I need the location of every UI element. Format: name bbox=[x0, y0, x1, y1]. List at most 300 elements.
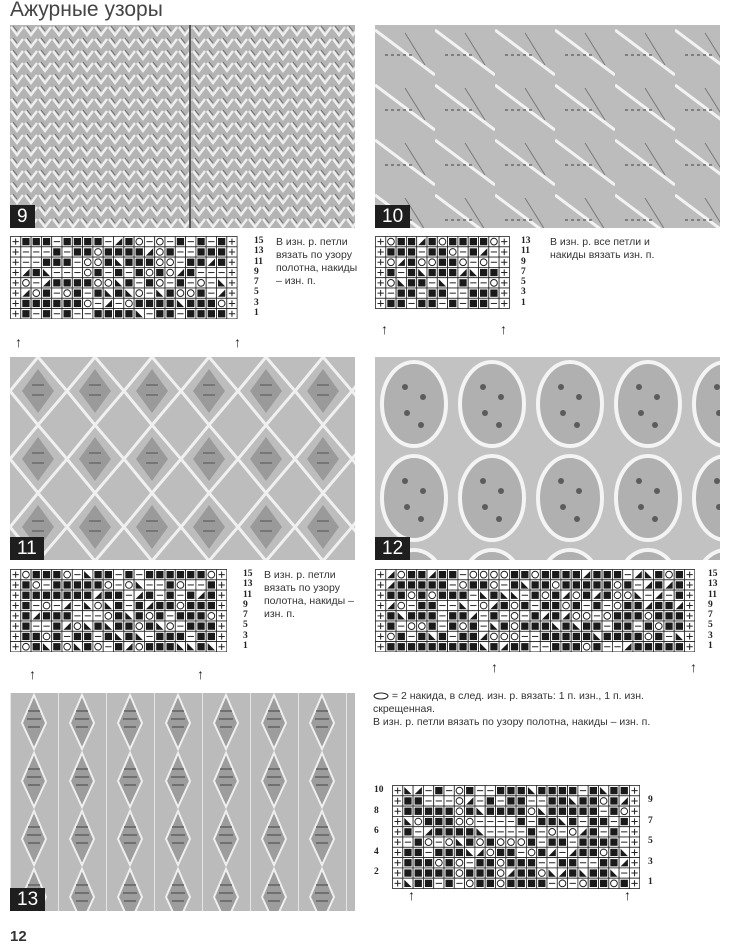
edge-stitch-cell bbox=[227, 288, 237, 298]
edge-stitch-cell bbox=[11, 590, 21, 600]
knit-stitch-cell bbox=[103, 570, 113, 580]
decrease-cell bbox=[465, 796, 475, 806]
knit-stitch-cell bbox=[537, 816, 547, 826]
knit-stitch-cell bbox=[31, 267, 41, 277]
purl-stitch-cell bbox=[489, 257, 499, 267]
knit-stitch-cell bbox=[568, 858, 578, 868]
page-title: Ажурные узоры bbox=[10, 0, 163, 21]
yarn-over-cell bbox=[386, 278, 396, 288]
knit-stitch-cell bbox=[609, 837, 619, 847]
knit-stitch-cell bbox=[664, 611, 674, 621]
knit-stitch-cell bbox=[599, 858, 609, 868]
yarn-over-cell bbox=[551, 580, 561, 590]
knit-stitch-cell bbox=[578, 796, 588, 806]
decrease-cell bbox=[479, 590, 489, 600]
pattern-number: 9 bbox=[10, 205, 35, 228]
row-number: 5 bbox=[254, 287, 259, 298]
knit-stitch-cell bbox=[175, 611, 185, 621]
decrease-cell bbox=[526, 786, 536, 796]
knit-stitch-cell bbox=[144, 298, 154, 308]
edge-stitch-cell bbox=[499, 278, 509, 288]
knit-stitch-cell bbox=[588, 878, 598, 888]
yarn-over-cell bbox=[134, 642, 144, 652]
yarn-over-cell bbox=[155, 247, 165, 257]
edge-stitch-cell bbox=[11, 570, 21, 580]
decrease-cell bbox=[186, 642, 196, 652]
knit-stitch-cell bbox=[609, 796, 619, 806]
knit-stitch-cell bbox=[114, 600, 124, 610]
row-number: 1 bbox=[521, 297, 526, 308]
knit-stitch-cell bbox=[124, 621, 134, 631]
knit-stitch-cell bbox=[623, 600, 633, 610]
knit-stitch-cell bbox=[155, 298, 165, 308]
knit-stitch-cell bbox=[516, 868, 526, 878]
edge-stitch-cell bbox=[499, 237, 509, 247]
knit-stitch-cell bbox=[578, 837, 588, 847]
chart-grid bbox=[392, 785, 640, 889]
knit-stitch-cell bbox=[114, 621, 124, 631]
purl-stitch-cell bbox=[619, 868, 629, 878]
edge-stitch-cell bbox=[376, 570, 386, 580]
edge-stitch-cell bbox=[685, 621, 695, 631]
decrease-cell bbox=[114, 257, 124, 267]
yarn-over-cell bbox=[72, 621, 82, 631]
edge-stitch-cell bbox=[393, 868, 403, 878]
knit-stitch-cell bbox=[458, 278, 468, 288]
knit-stitch-cell bbox=[52, 247, 62, 257]
purl-stitch-cell bbox=[458, 570, 468, 580]
decrease-cell bbox=[623, 642, 633, 652]
row-number: 5 bbox=[708, 620, 713, 631]
yarn-over-cell bbox=[561, 600, 571, 610]
yarn-over-cell bbox=[427, 257, 437, 267]
yarn-over-cell bbox=[454, 816, 464, 826]
edge-stitch-cell bbox=[629, 847, 639, 857]
knit-stitch-cell bbox=[654, 600, 664, 610]
decrease-cell bbox=[103, 298, 113, 308]
decrease-cell bbox=[83, 600, 93, 610]
decrease-cell bbox=[475, 827, 485, 837]
edge-stitch-cell bbox=[217, 590, 227, 600]
yarn-over-cell bbox=[454, 806, 464, 816]
yarn-over-cell bbox=[537, 868, 547, 878]
yarn-over-cell bbox=[448, 247, 458, 257]
purl-stitch-cell bbox=[448, 631, 458, 641]
knit-stitch-cell bbox=[72, 278, 82, 288]
knit-stitch-cell bbox=[406, 247, 416, 257]
photo-pattern-9 bbox=[10, 25, 355, 228]
purl-stitch-cell bbox=[93, 611, 103, 621]
purl-stitch-cell bbox=[619, 827, 629, 837]
knit-stitch-cell bbox=[588, 806, 598, 816]
purl-stitch-cell bbox=[499, 611, 509, 621]
yarn-over-cell bbox=[62, 288, 72, 298]
knit-stitch-cell bbox=[588, 796, 598, 806]
row-number: 13 bbox=[243, 579, 253, 590]
knit-stitch-cell bbox=[144, 257, 154, 267]
yarn-over-cell bbox=[602, 611, 612, 621]
knit-stitch-cell bbox=[530, 590, 540, 600]
knit-stitch-cell bbox=[444, 806, 454, 816]
knit-stitch-cell bbox=[186, 570, 196, 580]
knit-stitch-cell bbox=[83, 580, 93, 590]
purl-stitch-cell bbox=[434, 878, 444, 888]
purl-stitch-cell bbox=[485, 816, 495, 826]
knit-stitch-cell bbox=[427, 267, 437, 277]
knit-stitch-cell bbox=[448, 267, 458, 277]
purl-stitch-cell bbox=[599, 806, 609, 816]
knit-stitch-cell bbox=[489, 267, 499, 277]
knit-stitch-cell bbox=[551, 600, 561, 610]
purl-stitch-cell bbox=[479, 611, 489, 621]
knit-stitch-cell bbox=[437, 570, 447, 580]
yarn-over-cell bbox=[582, 611, 592, 621]
purl-stitch-cell bbox=[619, 837, 629, 847]
purl-stitch-cell bbox=[520, 631, 530, 641]
purl-stitch-cell bbox=[52, 600, 62, 610]
knit-stitch-cell bbox=[571, 642, 581, 652]
knit-stitch-cell bbox=[588, 827, 598, 837]
row-numbers bbox=[521, 236, 531, 308]
decrease-cell bbox=[175, 642, 185, 652]
legend-double-yo: = 2 накида, в след. изн. р. вязать: 1 п. изн., 1 п. изн. скрещенная. bbox=[373, 690, 644, 715]
knit-stitch-cell bbox=[444, 847, 454, 857]
knit-stitch-cell bbox=[155, 600, 165, 610]
knit-stitch-cell bbox=[448, 611, 458, 621]
knit-stitch-cell bbox=[114, 288, 124, 298]
knit-stitch-cell bbox=[406, 611, 416, 621]
knit-stitch-cell bbox=[475, 878, 485, 888]
knit-stitch-cell bbox=[674, 590, 684, 600]
knit-stitch-cell bbox=[448, 642, 458, 652]
purl-stitch-cell bbox=[468, 278, 478, 288]
purl-stitch-cell bbox=[602, 621, 612, 631]
knit-stitch-cell bbox=[134, 600, 144, 610]
decrease-cell bbox=[175, 267, 185, 277]
decrease-cell bbox=[568, 796, 578, 806]
decrease-cell bbox=[124, 288, 134, 298]
knit-stitch-cell bbox=[468, 580, 478, 590]
knit-stitch-cell bbox=[465, 806, 475, 816]
edge-stitch-cell bbox=[393, 858, 403, 868]
knit-stitch-cell bbox=[41, 570, 51, 580]
knit-stitch-cell bbox=[186, 621, 196, 631]
row-numbers bbox=[254, 236, 264, 318]
knit-stitch-cell bbox=[561, 631, 571, 641]
purl-stitch-cell bbox=[557, 847, 567, 857]
purl-stitch-cell bbox=[526, 796, 536, 806]
row-number: 11 bbox=[521, 246, 530, 257]
knit-stitch-cell bbox=[206, 621, 216, 631]
edge-stitch-cell bbox=[376, 580, 386, 590]
yarn-over-cell bbox=[386, 237, 396, 247]
legend-wrong-side: В изн. р. петли вязать по узору полотна, накиды – изн. п. bbox=[373, 716, 651, 728]
knit-stitch-cell bbox=[547, 837, 557, 847]
purl-stitch-cell bbox=[537, 858, 547, 868]
row-number: 13 bbox=[521, 236, 531, 246]
knit-stitch-cell bbox=[623, 631, 633, 641]
knit-stitch-cell bbox=[423, 806, 433, 816]
knit-stitch-cell bbox=[468, 631, 478, 641]
knit-stitch-cell bbox=[417, 278, 427, 288]
knit-stitch-cell bbox=[186, 257, 196, 267]
row-number: 9 bbox=[648, 795, 653, 805]
edge-stitch-cell bbox=[685, 600, 695, 610]
decrease-cell bbox=[609, 868, 619, 878]
knit-stitch-cell bbox=[206, 600, 216, 610]
yarn-over-cell bbox=[489, 278, 499, 288]
knit-stitch-cell bbox=[396, 237, 406, 247]
purl-stitch-cell bbox=[93, 631, 103, 641]
purl-stitch-cell bbox=[165, 278, 175, 288]
yarn-over-cell bbox=[582, 642, 592, 652]
knit-stitch-cell bbox=[444, 827, 454, 837]
yarn-over-cell bbox=[664, 570, 674, 580]
knit-stitch-cell bbox=[582, 580, 592, 590]
knit-stitch-cell bbox=[186, 309, 196, 319]
purl-stitch-cell bbox=[475, 816, 485, 826]
arrow-up-icon: ↑ bbox=[624, 887, 631, 903]
yarn-over-cell bbox=[134, 288, 144, 298]
edge-stitch-cell bbox=[376, 267, 386, 277]
knit-stitch-cell bbox=[396, 288, 406, 298]
knit-stitch-cell bbox=[509, 642, 519, 652]
knit-stitch-cell bbox=[599, 878, 609, 888]
knit-stitch-cell bbox=[458, 237, 468, 247]
knit-stitch-cell bbox=[403, 827, 413, 837]
knit-stitch-cell bbox=[165, 288, 175, 298]
purl-stitch-cell bbox=[423, 786, 433, 796]
purl-stitch-cell bbox=[489, 247, 499, 257]
decrease-cell bbox=[537, 806, 547, 816]
yarn-over-cell bbox=[496, 878, 506, 888]
yarn-over-cell bbox=[175, 288, 185, 298]
knit-stitch-cell bbox=[83, 642, 93, 652]
knit-stitch-cell bbox=[62, 257, 72, 267]
knit-stitch-cell bbox=[386, 267, 396, 277]
purl-stitch-cell bbox=[103, 642, 113, 652]
knit-stitch-cell bbox=[196, 621, 206, 631]
purl-stitch-cell bbox=[437, 600, 447, 610]
knit-stitch-cell bbox=[557, 837, 567, 847]
yarn-over-cell bbox=[124, 298, 134, 308]
knit-stitch-cell bbox=[530, 580, 540, 590]
row-number: 3 bbox=[243, 630, 248, 641]
knit-stitch-cell bbox=[489, 642, 499, 652]
purl-stitch-cell bbox=[134, 570, 144, 580]
yarn-over-cell bbox=[578, 878, 588, 888]
knit-texture-13 bbox=[10, 693, 355, 911]
knit-stitch-cell bbox=[427, 298, 437, 308]
edge-stitch-cell bbox=[685, 631, 695, 641]
yarn-over-cell bbox=[516, 837, 526, 847]
purl-stitch-cell bbox=[578, 786, 588, 796]
yarn-over-cell bbox=[496, 868, 506, 878]
knit-stitch-cell bbox=[52, 580, 62, 590]
knit-stitch-cell bbox=[165, 309, 175, 319]
yarn-over-cell bbox=[458, 621, 468, 631]
knit-stitch-cell bbox=[21, 631, 31, 641]
knit-stitch-cell bbox=[196, 247, 206, 257]
photo-pattern-13 bbox=[10, 693, 355, 911]
row-number: 1 bbox=[243, 641, 248, 652]
purl-stitch-cell bbox=[165, 611, 175, 621]
knit-stitch-cell bbox=[396, 642, 406, 652]
knit-stitch-cell bbox=[551, 631, 561, 641]
yarn-over-cell bbox=[175, 600, 185, 610]
knit-stitch-cell bbox=[52, 621, 62, 631]
decrease-cell bbox=[582, 570, 592, 580]
knit-stitch-cell bbox=[406, 267, 416, 277]
edge-stitch-cell bbox=[685, 590, 695, 600]
decrease-cell bbox=[175, 298, 185, 308]
purl-stitch-cell bbox=[537, 796, 547, 806]
yarn-over-cell bbox=[386, 257, 396, 267]
knit-stitch-cell bbox=[52, 298, 62, 308]
decrease-cell bbox=[509, 590, 519, 600]
pattern-note: В изн. р. все петли и накиды вязать изн. п. bbox=[550, 236, 655, 261]
photo-pattern-11 bbox=[10, 357, 355, 560]
row-number: 15 bbox=[243, 569, 253, 579]
knit-stitch-cell bbox=[134, 267, 144, 277]
knit-stitch-cell bbox=[506, 796, 516, 806]
knit-stitch-cell bbox=[468, 298, 478, 308]
knit-stitch-cell bbox=[496, 847, 506, 857]
edge-stitch-cell bbox=[629, 796, 639, 806]
knit-stitch-cell bbox=[134, 611, 144, 621]
decrease-cell bbox=[633, 590, 643, 600]
yarn-over-cell bbox=[479, 570, 489, 580]
knit-stitch-cell bbox=[144, 590, 154, 600]
knit-stitch-cell bbox=[72, 298, 82, 308]
purl-stitch-cell bbox=[62, 247, 72, 257]
decrease-cell bbox=[21, 267, 31, 277]
knit-stitch-cell bbox=[21, 309, 31, 319]
knit-stitch-cell bbox=[52, 590, 62, 600]
decrease-cell bbox=[465, 847, 475, 857]
purl-stitch-cell bbox=[31, 309, 41, 319]
purl-stitch-cell bbox=[62, 631, 72, 641]
knit-stitch-cell bbox=[83, 247, 93, 257]
purl-stitch-cell bbox=[196, 267, 206, 277]
knit-stitch-cell bbox=[21, 237, 31, 247]
row-number: 1 bbox=[708, 641, 713, 652]
knit-stitch-cell bbox=[479, 267, 489, 277]
knit-stitch-cell bbox=[386, 621, 396, 631]
purl-stitch-cell bbox=[206, 267, 216, 277]
chart-pattern-13 bbox=[392, 785, 640, 889]
knit-stitch-cell bbox=[568, 806, 578, 816]
decrease-cell bbox=[124, 611, 134, 621]
arrow-up-icon: ↑ bbox=[500, 321, 507, 337]
purl-stitch-cell bbox=[83, 288, 93, 298]
knit-stitch-cell bbox=[417, 600, 427, 610]
knit-stitch-cell bbox=[458, 642, 468, 652]
knit-stitch-cell bbox=[186, 611, 196, 621]
purl-stitch-cell bbox=[21, 247, 31, 257]
purl-stitch-cell bbox=[52, 267, 62, 277]
yarn-over-cell bbox=[155, 257, 165, 267]
decrease-cell bbox=[41, 642, 51, 652]
decrease-cell bbox=[206, 257, 216, 267]
purl-stitch-cell bbox=[547, 878, 557, 888]
knit-stitch-cell bbox=[437, 631, 447, 641]
edge-stitch-cell bbox=[11, 631, 21, 641]
yarn-over-cell bbox=[134, 621, 144, 631]
purl-stitch-cell bbox=[114, 580, 124, 590]
decrease-cell bbox=[468, 611, 478, 621]
edge-stitch-cell bbox=[393, 847, 403, 857]
edge-stitch-cell bbox=[499, 247, 509, 257]
knit-stitch-cell bbox=[406, 580, 416, 590]
purl-stitch-cell bbox=[124, 590, 134, 600]
knit-stitch-cell bbox=[52, 570, 62, 580]
yarn-over-cell bbox=[21, 570, 31, 580]
knit-stitch-cell bbox=[516, 796, 526, 806]
knit-stitch-cell bbox=[206, 631, 216, 641]
purl-stitch-cell bbox=[165, 237, 175, 247]
knit-stitch-cell bbox=[547, 786, 557, 796]
knit-stitch-cell bbox=[643, 642, 653, 652]
decrease-cell bbox=[499, 642, 509, 652]
edge-stitch-cell bbox=[393, 837, 403, 847]
arrow-up-icon: ↑ bbox=[15, 334, 22, 350]
knit-stitch-cell bbox=[396, 298, 406, 308]
knit-stitch-cell bbox=[674, 621, 684, 631]
decrease-cell bbox=[93, 590, 103, 600]
yarn-over-cell bbox=[62, 570, 72, 580]
edge-stitch-cell bbox=[376, 257, 386, 267]
decrease-cell bbox=[134, 590, 144, 600]
edge-stitch-cell bbox=[11, 247, 21, 257]
row-number: 6 bbox=[374, 826, 379, 837]
knit-stitch-cell bbox=[41, 237, 51, 247]
knit-stitch-cell bbox=[41, 257, 51, 267]
yarn-over-cell bbox=[540, 590, 550, 600]
knit-stitch-cell bbox=[423, 816, 433, 826]
decrease-cell bbox=[196, 590, 206, 600]
purl-stitch-cell bbox=[417, 247, 427, 257]
knit-stitch-cell bbox=[454, 827, 464, 837]
knit-stitch-cell bbox=[588, 868, 598, 878]
purl-stitch-cell bbox=[454, 878, 464, 888]
knit-stitch-cell bbox=[499, 621, 509, 631]
purl-stitch-cell bbox=[623, 570, 633, 580]
knit-stitch-cell bbox=[448, 298, 458, 308]
row-numbers-left bbox=[374, 785, 384, 888]
purl-stitch-cell bbox=[206, 278, 216, 288]
decrease-cell bbox=[633, 570, 643, 580]
decrease-cell bbox=[437, 278, 447, 288]
decrease-cell bbox=[417, 267, 427, 277]
knit-stitch-cell bbox=[114, 590, 124, 600]
decrease-cell bbox=[396, 257, 406, 267]
edge-stitch-cell bbox=[629, 806, 639, 816]
purl-stitch-cell bbox=[496, 816, 506, 826]
knit-stitch-cell bbox=[403, 806, 413, 816]
knit-stitch-cell bbox=[41, 298, 51, 308]
purl-stitch-cell bbox=[633, 621, 643, 631]
knit-stitch-cell bbox=[609, 806, 619, 816]
purl-stitch-cell bbox=[479, 278, 489, 288]
row-number: 9 bbox=[243, 599, 248, 610]
decrease-cell bbox=[103, 288, 113, 298]
knit-stitch-cell bbox=[479, 298, 489, 308]
edge-stitch-cell bbox=[376, 621, 386, 631]
decrease-cell bbox=[674, 600, 684, 610]
purl-stitch-cell bbox=[609, 816, 619, 826]
purl-stitch-cell bbox=[31, 247, 41, 257]
